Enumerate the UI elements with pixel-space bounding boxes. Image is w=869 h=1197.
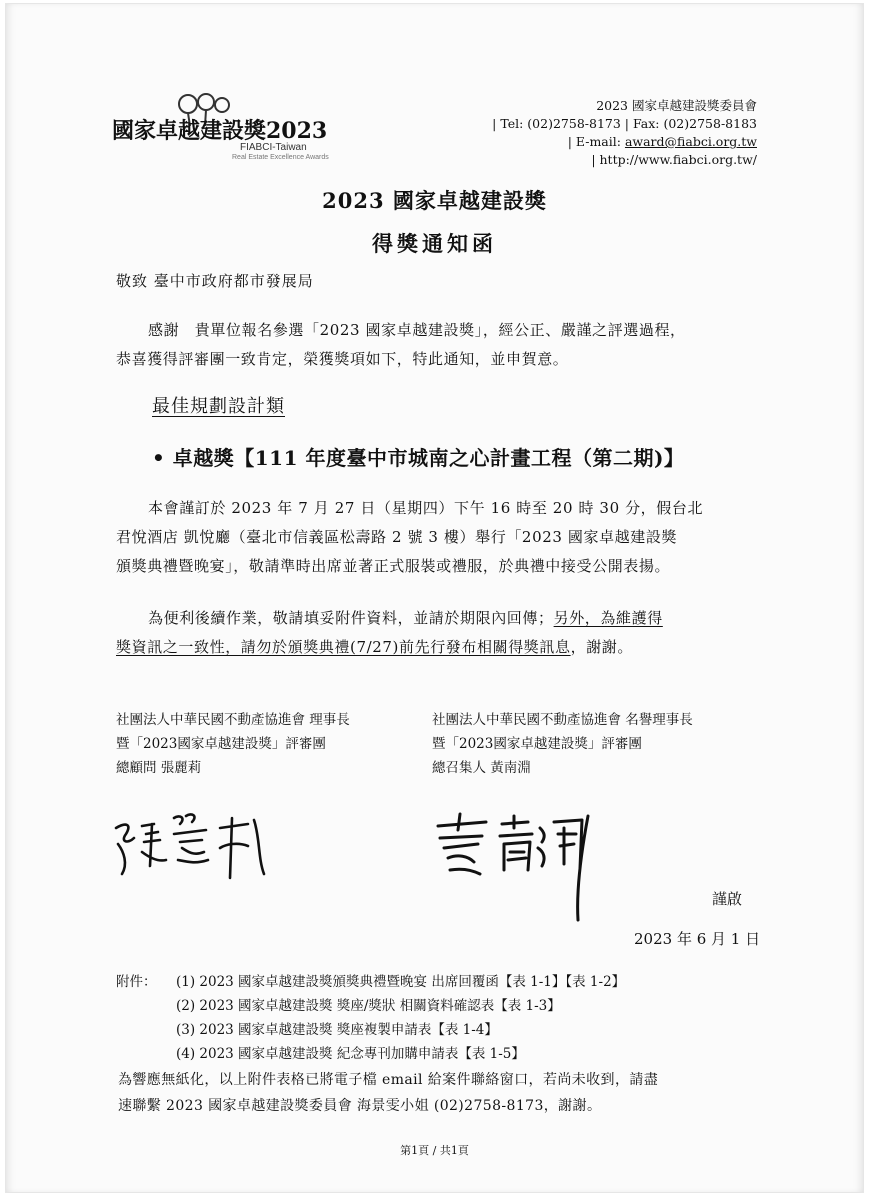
document-date: 2023 年 6 月 1 日 — [634, 930, 761, 948]
intro-line-2: 恭喜獲得評審團一致肯定，榮獲獎項如下，特此通知，並申賀意。 — [116, 350, 569, 368]
attachment-item: (2) 2023 國家卓越建設獎 獎座/獎狀 相關資料確認表【表 1-3】 — [176, 998, 561, 1014]
followup-paragraph — [116, 604, 663, 662]
signatory-left-line-1: 社團法人中華民國不動產協進會 理事長 — [116, 712, 350, 728]
email-line — [492, 133, 757, 151]
closing-remark: 謹啟 — [712, 890, 743, 908]
logo-tagline: Real Estate Excellence Awards — [232, 154, 329, 161]
signatory-right — [432, 708, 693, 780]
followup-plain-2: ，謝謝。 — [570, 638, 633, 656]
document-title: 2023 國家卓越建設獎 — [322, 188, 547, 213]
ceremony-line-2: 君悅酒店 凱悅廳（臺北市信義區松壽路 2 號 3 樓）舉行「2023 國家卓越建設獎 — [116, 528, 678, 546]
attachments-label: 附件： — [116, 974, 157, 990]
addressee: 敬致 臺中市政府都市發展局 — [116, 272, 314, 290]
note-line-1: 為響應無紙化，以上附件表格已將電子檔 email 給案件聯絡窗口，若尚未收到，請盡 — [118, 1072, 659, 1088]
logo-main-text: 國家卓越建設獎2023 — [112, 118, 328, 144]
page-indicator: 第1頁 / 共1頁 — [400, 1144, 469, 1157]
intro-line-1: 感謝 貴單位報名參選「2023 國家卓越建設獎」，經公正、嚴謹之評選過程， — [148, 321, 686, 339]
signatory-right-line-2: 暨「2023國家卓越建設獎」評審團 — [432, 736, 642, 752]
followup-line-2 — [116, 633, 663, 662]
signature-right — [432, 808, 602, 928]
document-subtitle: 得獎通知函 — [372, 231, 497, 256]
signatory-left — [116, 708, 350, 780]
ceremony-paragraph — [116, 494, 703, 581]
attachment-item: (4) 2023 國家卓越建設獎 紀念專刊加購申請表【表 1-5】 — [176, 1046, 525, 1062]
tel-fax: | Tel: (02)2758-8173 | Fax: (02)2758-8183 — [492, 116, 757, 131]
website-link[interactable]: | http://www.fiabci.org.tw/ — [591, 152, 757, 167]
followup-underlined-1: 另外，為維護得 — [553, 609, 663, 627]
intro-paragraph — [116, 316, 686, 374]
award-category: 最佳規劃設計類 — [152, 396, 285, 417]
email-prefix: | E-mail: — [567, 134, 625, 149]
award-title: • 卓越獎【111 年度臺中市城南之心計畫工程（第二期)】 — [152, 446, 685, 470]
signatory-left-line-2: 暨「2023國家卓越建設獎」評審團 — [116, 736, 326, 752]
award-logo — [112, 98, 342, 164]
signatory-right-line-3: 總召集人 黃南淵 — [432, 760, 531, 776]
email-link[interactable]: award@fiabci.org.tw — [624, 134, 757, 149]
followup-plain-1: 為便利後續作業，敬請填妥附件資料，並請於期限內回傳； — [148, 609, 554, 627]
paperless-note — [118, 1067, 658, 1119]
attachment-item: (1) 2023 國家卓越建設獎頒獎典禮暨晚宴 出席回覆函【表 1-1】【表 1-2】 — [176, 974, 626, 990]
attachment-item: (3) 2023 國家卓越建設獎 獎座複製申請表【表 1-4】 — [176, 1022, 498, 1038]
followup-line-1 — [116, 604, 663, 633]
note-line-2: 速聯繫 2023 國家卓越建設獎委員會 海景雯小姐 (02)2758-8173，謝謝。 — [118, 1098, 602, 1114]
logo-sub-text: FIABCI-Taiwan — [240, 142, 307, 153]
signatory-right-line-1: 社團法人中華民國不動產協進會 名譽理事長 — [432, 712, 693, 728]
ceremony-line-1: 本會謹訂於 2023 年 7 月 27 日（星期四）下午 16 時至 20 時 30 分，假台北 — [148, 499, 704, 517]
signatory-left-line-3: 總顧問 張麗莉 — [116, 760, 202, 776]
committee-name: 2023 國家卓越建設獎委員會 — [596, 98, 757, 113]
followup-underlined-2: 獎資訊之一致性，請勿於頒獎典禮(7/27)前先行發布相關得獎訊息 — [116, 638, 571, 656]
contact-block — [492, 97, 757, 169]
signature-left — [108, 808, 268, 888]
ceremony-line-3: 頒獎典禮暨晚宴」，敬請準時出席並著正式服裝或禮服，於典禮中接受公開表揚。 — [116, 557, 671, 575]
